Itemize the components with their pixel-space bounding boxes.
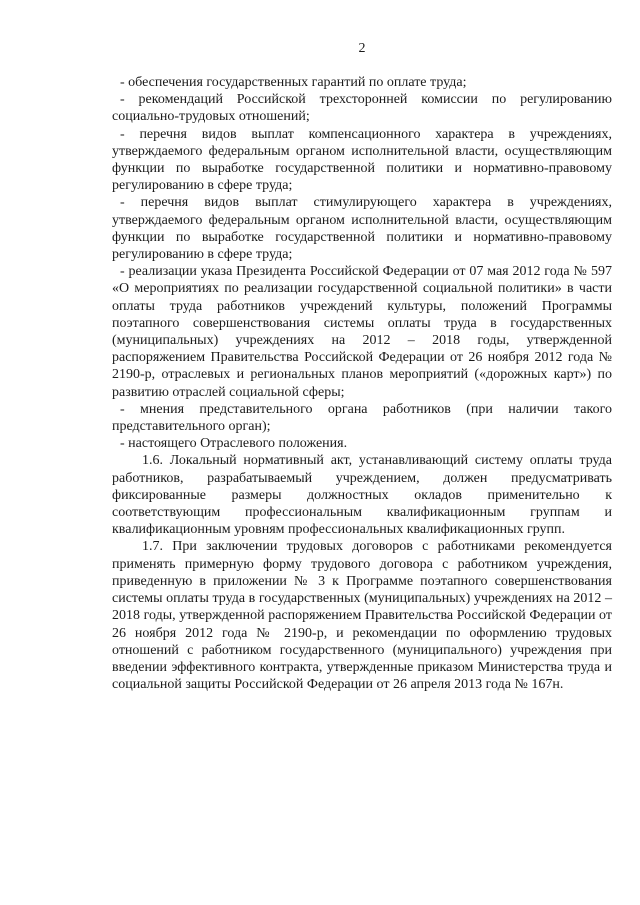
list-item-presidential-decree: - реализации указа Президента Российской Федерации от 07 мая 2012 года № 597 «О мероприятиях по реализации государственной социальной политики» в части оплаты труда работников учреждений культуры, положений Программы поэтапного совершенствования системы оплаты труда в государственных (муниципальных) учреждениях на 2012 – 2018 годы, утвержденной распоряжением Правительства Российской Федерации от 26 ноября 2012 года № 2190-р, отраслевых и региональных планов мероприятий («дорожных карт») по развитию отраслей социальной сферы; bbox=[112, 264, 612, 400]
page-number: 2 bbox=[358, 41, 366, 56]
list-item-incentive-payments: - перечня видов выплат стимулирующего характера в учреждениях, утверждаемого федеральным органом исполнительной власти, осуществляющим функции по выработке государственной политики и нормативно-правовому регулированию в сфере труда; bbox=[112, 195, 612, 263]
list-item-industry-regulation: - настоящего Отраслевого положения. bbox=[120, 436, 348, 452]
document-page bbox=[112, 40, 612, 693]
section-1-6: 1.6. Локальный нормативный акт, устанавливающий систему оплаты труда работников, разрабатываемый учреждением, должен предусматривать фиксированные размеры должностных окладов применительно к соответствующим профессиональным квалификационным группам и квалификационным уровням профессиональных квалификационных групп. bbox=[112, 453, 612, 538]
section-1-7: 1.7. При заключении трудовых договоров с работниками рекомендуется применять примерную форму трудового договора с работником учреждения, приведенную в приложении № 3 к Программе поэтапного совершенствования системы оплаты труда в государственных (муниципальных) учреждениях на 2012 – 2018 годы, утвержденной распоряжением Правительства Российской Федерации от 26 ноября 2012 года № 2190-р, и рекомендации по оформлению трудовых отношений с работником государственного (муниципального) учреждения при введении эффективного контракта, утвержденные приказом Министерства труда и социальной защиты Российской Федерации от 26 апреля 2013 года № 167н. bbox=[112, 539, 612, 693]
list-item-workers-representative: - мнения представительного органа работников (при наличии такого представительного орган); bbox=[112, 401, 612, 435]
list-item-tripartite-commission: - рекомендаций Российской трехсторонней комиссии по регулированию социально-трудовых отношений; bbox=[112, 92, 612, 125]
list-item-state-guarantees: - обеспечения государственных гарантий по оплате труда; bbox=[120, 75, 467, 90]
list-item-compensation-payments: - перечня видов выплат компенсационного характера в учреждениях, утверждаемого федеральным органом исполнительной власти, осуществляющим функции по выработке государственной политики и нормативно-правовому регулированию в сфере труда; bbox=[112, 126, 612, 194]
